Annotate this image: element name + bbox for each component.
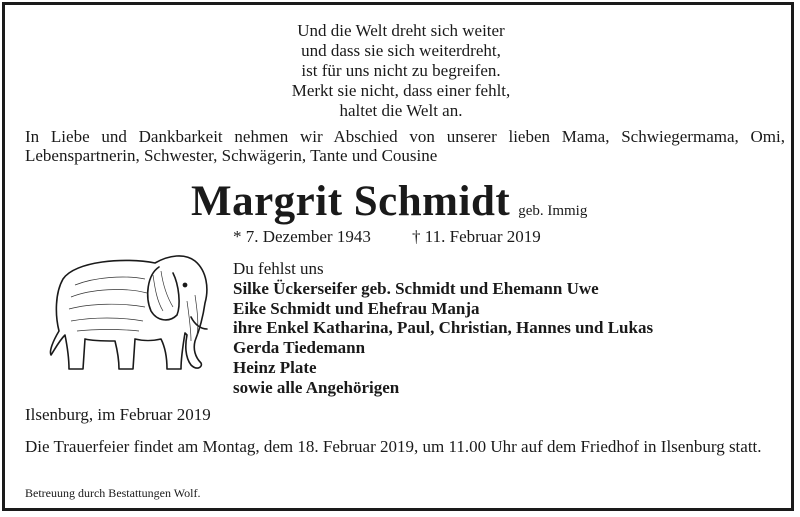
poem-line: ist für uns nicht zu begreifen. [301, 61, 501, 80]
poem-line: haltet die Welt an. [339, 101, 463, 120]
mourner-name: Heinz Plate [233, 357, 317, 377]
poem [5, 21, 794, 121]
death-date: † 11. Februar 2019 [412, 227, 541, 246]
mourner-name: Silke Ückerseifer geb. Schmidt und Ehemann Uwe [233, 278, 599, 298]
mourners-lead: Du fehlst uns [233, 259, 324, 278]
poem-line: Merkt sie nicht, dass einer fehlt, [291, 81, 511, 100]
intro-text: In Liebe und Dankbarkeit nehmen wir Abschied von unserer lieben Mama, Schwiegermama, Omi, Lebenspartnerin, Schwester, Schwägerin, Tante und Cousine [25, 127, 785, 165]
deceased-name: Margrit Schmidt [191, 178, 511, 225]
elephant-icon [35, 245, 215, 381]
mourner-name: ihre Enkel Katharina, Paul, Christian, Hannes und Lukas [233, 318, 654, 338]
poem-line: und dass sie sich weiterdreht, [301, 41, 501, 60]
mourners-list [233, 259, 653, 398]
mourner-name: Gerda Tiedemann [233, 338, 366, 358]
birth-name: geb. Immig [518, 203, 588, 219]
deceased-name-line [191, 177, 587, 226]
birth-date: * 7. Dezember 1943 [233, 227, 371, 246]
undertaker-credit: Betreuung durch Bestattungen Wolf. [25, 486, 201, 500]
funeral-notice: Die Trauerfeier findet am Montag, dem 18. Februar 2019, um 11.00 Uhr auf dem Friedhof in Ilsenburg statt. [25, 437, 762, 456]
poem-line: Und die Welt dreht sich weiter [297, 21, 505, 40]
mourner-name: sowie alle Angehörigen [233, 377, 400, 397]
place-date: Ilsenburg, im Februar 2019 [25, 405, 211, 424]
obituary-notice [2, 2, 794, 511]
mourner-name: Eike Schmidt und Ehefrau Manja [233, 298, 480, 318]
